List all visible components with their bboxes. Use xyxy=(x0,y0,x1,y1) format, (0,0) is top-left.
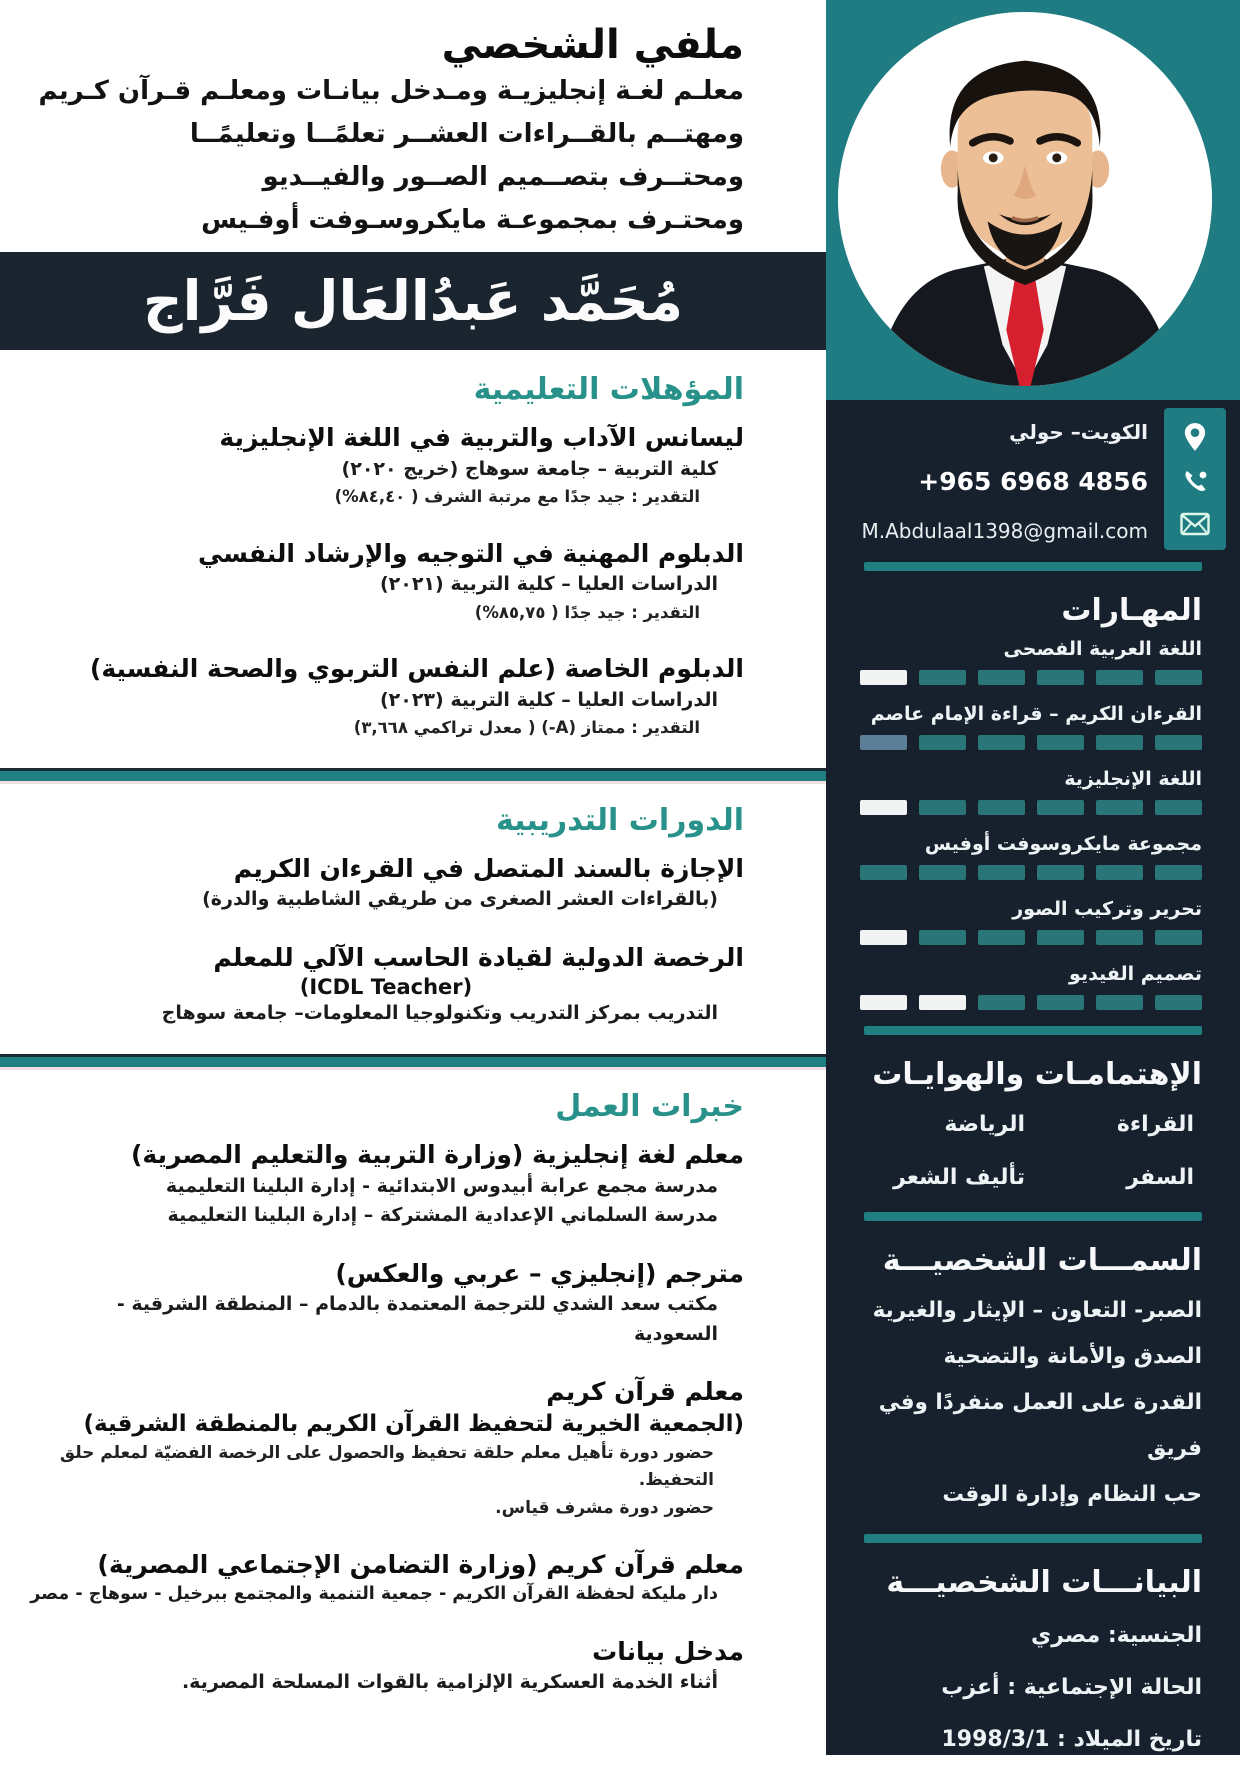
hobby-item: تأليف الشعر xyxy=(893,1165,1025,1190)
contact-icon-strip xyxy=(1164,408,1226,550)
sidebar-divider xyxy=(864,1534,1202,1543)
skill-item xyxy=(826,768,1240,815)
skill-label: اللغة الإنجليزية xyxy=(1064,768,1202,790)
personal-data-list xyxy=(826,1610,1240,1766)
section-heading-skills: المهـارات xyxy=(1061,593,1202,628)
job-subtitle: (الجمعية الخيرية لتحفيظ القرآن الكريم بالمنطقة الشرقية) xyxy=(83,1411,744,1438)
skill-segment xyxy=(860,865,907,880)
experience-entry xyxy=(28,1635,744,1698)
skill-segment xyxy=(1037,735,1084,750)
course-title-latin: (ICDL Teacher) xyxy=(299,974,473,999)
job-detail: حضور دورة مشرف قياس. xyxy=(495,1497,714,1518)
skill-segment xyxy=(978,670,1025,685)
hobby-item: السفر xyxy=(1126,1165,1194,1190)
skill-segment xyxy=(1096,995,1143,1010)
location-pin-icon xyxy=(1182,422,1208,452)
trait-item: حب النظام وإدارة الوقت xyxy=(942,1482,1202,1507)
job-title: معلم لغة إنجليزية (وزارة التربية والتعليم المصرية) xyxy=(130,1140,744,1170)
trait-item: الصبر- التعاون – الإيثار والغيرية xyxy=(872,1298,1202,1323)
job-detail: أثناء الخدمة العسكرية الإلزامية بالقوات المسلحة المصرية. xyxy=(181,1671,718,1694)
envelope-icon xyxy=(1180,512,1210,536)
degree-title: ليسانس الآداب والتربية في اللغة الإنجليزية xyxy=(219,423,744,452)
experience-entry xyxy=(28,1548,744,1609)
phone-icon xyxy=(1181,468,1209,496)
section-heading-personal: البيانـــات الشخصيـــة xyxy=(886,1565,1202,1600)
skill-segment xyxy=(919,995,966,1010)
skill-segment xyxy=(1037,995,1084,1010)
education-entry xyxy=(28,537,744,627)
skill-label: اللغة العربية الفصحى xyxy=(1003,638,1202,660)
skill-segment xyxy=(978,865,1025,880)
skill-segment xyxy=(1155,930,1202,945)
skill-segment xyxy=(978,930,1025,945)
sidebar xyxy=(826,0,1240,1755)
degree-grade: التقدير : جيد جدًا مع مرتبة الشرف ( ٨٤,٤٠%) xyxy=(334,487,700,507)
skill-segment xyxy=(1037,930,1084,945)
skill-segment xyxy=(919,865,966,880)
course-entry xyxy=(28,941,744,1028)
job-detail: مكتب سعد الشدي للترجمة المعتمدة بالدمام – المنطقة الشرقية - السعودية xyxy=(116,1293,718,1345)
skill-segment xyxy=(1037,800,1084,815)
hobbies-grid xyxy=(826,1102,1240,1196)
profile-heading: ملفي الشخصي xyxy=(441,22,744,68)
section-heading-education: المؤهلات التعليمية xyxy=(473,372,744,407)
course-title: الرخصة الدولية لقيادة الحاسب الآلي للمعلم xyxy=(213,942,744,972)
skill-segment xyxy=(1096,865,1143,880)
skill-segment xyxy=(919,800,966,815)
section-divider xyxy=(0,768,826,781)
profile-line: ومحتــرف بتصــميم الصــور والفيــديو xyxy=(262,162,744,192)
job-title: مدخل بيانات xyxy=(592,1636,744,1666)
skill-item xyxy=(826,898,1240,945)
sidebar-divider xyxy=(864,562,1202,571)
hobby-item: القراءة xyxy=(1116,1112,1194,1137)
personal-data-item: الجنسية: مصري xyxy=(1031,1623,1202,1648)
course-note: التدريب بمركز التدريب وتكنولوجيا المعلومات– جامعة سوهاج xyxy=(161,1001,718,1024)
course-entry xyxy=(28,852,744,915)
degree-org: كلية التربية – جامعة سوهاج (خريج ٢٠٢٠) xyxy=(341,457,718,480)
experience-entry xyxy=(28,1138,744,1231)
skill-item xyxy=(826,638,1240,685)
sidebar-content xyxy=(826,546,1240,1766)
profile-line: ومهتــم بالقــراءات العشــر تعلمًــا وتعليمًــا xyxy=(189,119,744,149)
experience-entry xyxy=(28,1257,744,1350)
skill-segment xyxy=(1096,930,1143,945)
education-entry xyxy=(28,652,744,742)
skill-item xyxy=(826,963,1240,1010)
skill-bar xyxy=(850,995,1202,1010)
skill-segment xyxy=(860,930,907,945)
section-heading-hobbies: الإهتمامـات والهوايـات xyxy=(872,1057,1202,1092)
job-detail: دار مليكة لحفظة القرآن الكريم - جمعية التنمية والمجتمع ببرخيل - سوهاج - مصر xyxy=(30,1584,718,1605)
skill-bar xyxy=(850,865,1202,880)
job-detail: حضور دورة تأهيل معلم حلقة تحفيظ والحصول على الرخصة الفضيّة لمعلم حلق التحفيظ. xyxy=(59,1443,714,1491)
job-detail: مدرسة مجمع عرابة أبيدوس الابتدائية - إدارة البلينا التعليمية xyxy=(165,1174,718,1197)
section-divider xyxy=(0,1054,826,1067)
contact-box xyxy=(826,400,1240,546)
contact-location: الكويت– حولي xyxy=(1009,419,1148,444)
skill-label: القرءان الكريم – قراءة الإمام عاصم xyxy=(870,703,1202,725)
skill-segment xyxy=(860,995,907,1010)
degree-grade: التقدير : جيد جدًا ( ٨٥,٧٥%) xyxy=(474,602,700,622)
skill-item xyxy=(826,833,1240,880)
skill-segment xyxy=(1096,735,1143,750)
job-title: معلم قرآن كريم (وزارة التضامن الإجتماعي المصرية) xyxy=(97,1549,744,1579)
skill-bar xyxy=(850,670,1202,685)
skill-segment xyxy=(978,995,1025,1010)
education-entry xyxy=(28,421,744,511)
degree-title: الدبلوم المهنية في التوجيه والإرشاد النفسي xyxy=(198,538,744,568)
skill-segment xyxy=(1155,735,1202,750)
skill-segment xyxy=(1155,995,1202,1010)
trait-item: الصدق والأمانة والتضحية xyxy=(943,1344,1202,1369)
job-title: مترجم (إنجليزي – عربي والعكس) xyxy=(335,1258,744,1288)
course-title: الإجازة بالسند المتصل في القرءان الكريم xyxy=(233,853,744,883)
skill-segment xyxy=(860,800,907,815)
skill-segment xyxy=(919,735,966,750)
section-heading-traits: السمـــات الشخصيـــة xyxy=(882,1243,1202,1278)
section-heading-experience: خبرات العمل xyxy=(555,1089,744,1125)
course-note: (بالقراءات العشر الصغرى من طريقي الشاطبية والدرة) xyxy=(202,888,718,911)
profile-photo xyxy=(838,12,1212,386)
skill-bar xyxy=(850,800,1202,815)
skill-segment xyxy=(1037,865,1084,880)
job-detail: مدرسة السلماني الإعدادية المشتركة – إدارة البلينا التعليمية xyxy=(167,1204,718,1227)
skill-segment xyxy=(919,930,966,945)
skill-segment xyxy=(1155,800,1202,815)
skill-segment xyxy=(978,735,1025,750)
skill-segment xyxy=(1096,800,1143,815)
skill-label: تحرير وتركيب الصور xyxy=(1012,898,1202,920)
degree-grade: التقدير : ممتاز (A-) ( معدل تراكمي ٣,٦٦٨) xyxy=(353,718,700,738)
degree-org: الدراسات العليا – كلية التربية (٢٠٢٣) xyxy=(379,688,718,711)
contact-email[interactable]: M.Abdulaal1398@gmail.com xyxy=(861,518,1148,543)
photo-area xyxy=(826,0,1240,400)
profile-summary xyxy=(28,70,744,242)
profile-line: معلـم لغـة إنجليزيـة ومـدخل بيانـات ومعلـم قـرآن كـريم xyxy=(38,76,744,106)
personal-data-item: تاريخ الميلاد : 1998/3/1 xyxy=(941,1727,1202,1752)
skill-segment xyxy=(978,800,1025,815)
degree-org: الدراسات العليا – كلية التربية (٢٠٢١) xyxy=(379,573,718,596)
skill-label: تصميم الفيديو xyxy=(1069,963,1202,985)
skill-bar xyxy=(850,930,1202,945)
skill-segment xyxy=(919,670,966,685)
contact-phone: +965 6968 4856 xyxy=(918,466,1148,496)
skill-segment xyxy=(1096,670,1143,685)
section-heading-courses: الدورات التدريبية xyxy=(495,802,744,838)
hobby-item: الرياضة xyxy=(944,1112,1025,1137)
sidebar-divider xyxy=(864,1212,1202,1221)
name-banner: مُحَمَّد عَبدُالعَال فَرَّاج xyxy=(0,252,826,350)
experience-entry xyxy=(28,1375,744,1521)
profile-line: ومحتـرف بمجموعـة مايكروسـوفت أوفـيس xyxy=(201,205,744,235)
skill-segment xyxy=(1155,865,1202,880)
skill-bar xyxy=(850,735,1202,750)
portrait-illustration xyxy=(838,12,1212,386)
skill-segment xyxy=(860,670,907,685)
skill-segment xyxy=(1155,670,1202,685)
job-title: معلم قرآن كريم xyxy=(546,1377,744,1407)
skill-item xyxy=(826,703,1240,750)
traits-list xyxy=(826,1288,1240,1518)
sidebar-divider xyxy=(864,1026,1202,1035)
trait-item: القدرة على العمل منفردًا وفي فريق xyxy=(878,1390,1202,1461)
skill-segment xyxy=(860,735,907,750)
skill-segment xyxy=(1037,670,1084,685)
degree-title: الدبلوم الخاصة (علم النفس التربوي والصحة النفسية) xyxy=(89,654,744,684)
skill-label: مجموعة مايكروسوفت أوفيس xyxy=(924,833,1202,855)
personal-data-item: الحالة الإجتماعية : أعزب xyxy=(941,1675,1202,1700)
